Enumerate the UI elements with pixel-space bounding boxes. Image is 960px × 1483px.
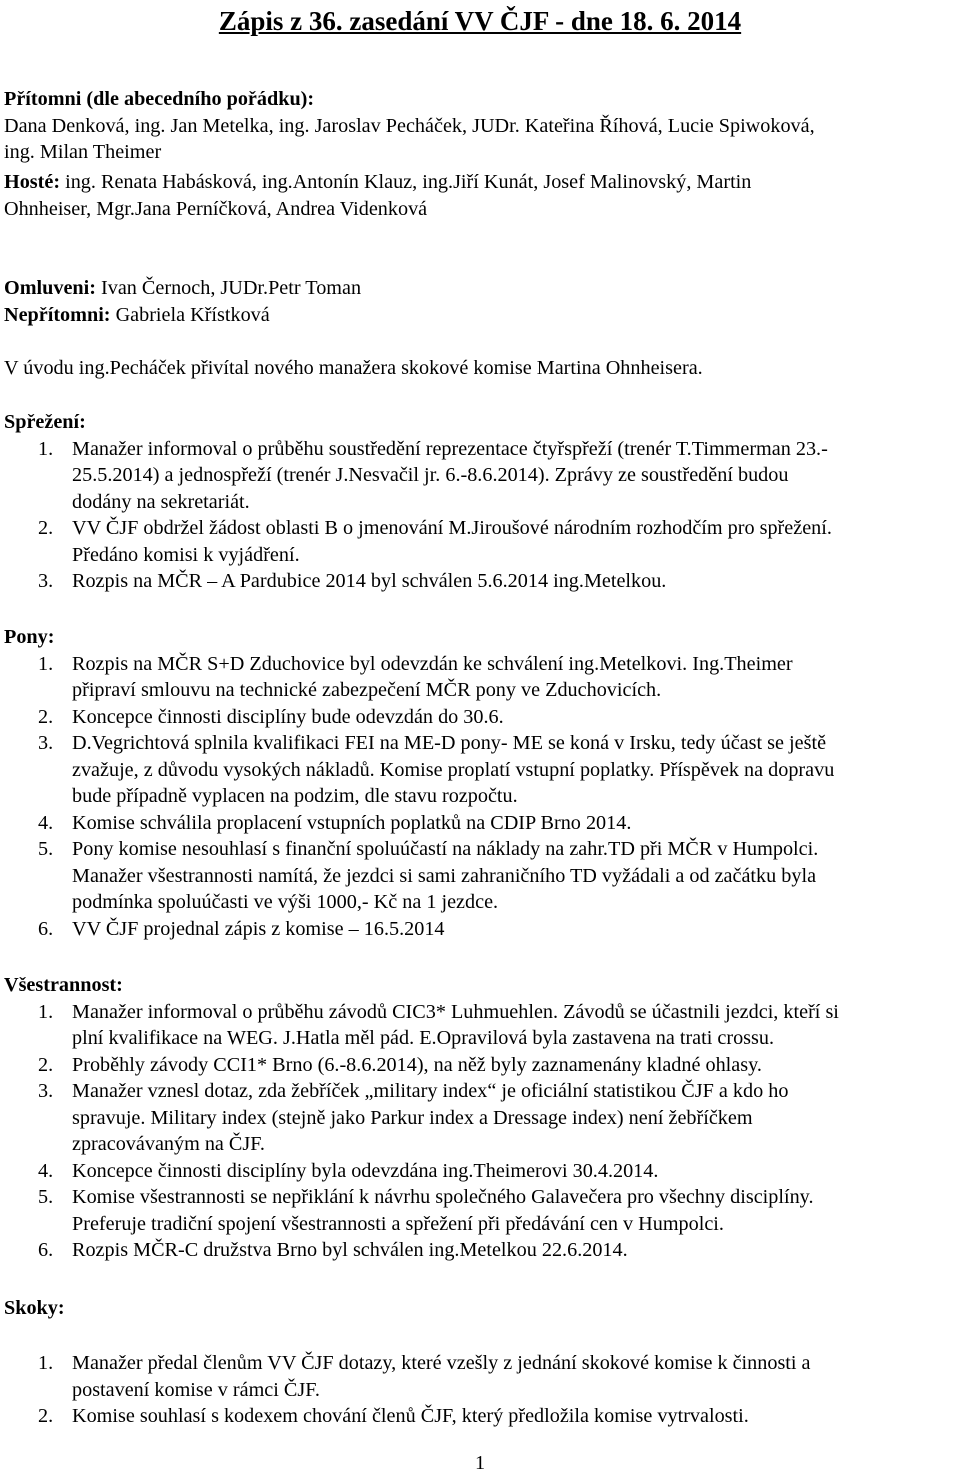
absent-text: Gabriela Křístková (110, 303, 270, 326)
section-pony (4, 624, 956, 942)
item-line: plní kvalifikace na WEG. J.Hatla měl pád. E.Opravilová byla zastavena na trati crossu. (72, 1027, 775, 1049)
item-number: 4. (38, 811, 54, 834)
list-item (4, 1052, 956, 1079)
section-sprezeni (4, 409, 956, 595)
attendance-section (4, 86, 956, 166)
item-line: Manažer informoval o průběhu závodů CIC3* Luhmuehlen. Závodů se účastnili jezdci, kteří si (72, 1000, 839, 1023)
section-list (4, 999, 956, 1264)
item-line: 25.5.2014) a jednospřeží (trenér J.Nesvačil jr. 6.-8.6.2014). Zprávy ze soustředění budou (72, 464, 789, 486)
item-line: D.Vegrichtová splnila kvalifikaci FEI na ME-D pony- ME se koná v Irsku, tedy účast se ještě (72, 732, 827, 754)
item-number: 2. (38, 517, 54, 539)
item-number: 6. (38, 1239, 54, 1261)
item-number: 6. (38, 917, 54, 940)
section-heading: Skoky: (4, 1297, 65, 1319)
list-item (4, 1158, 956, 1185)
item-number: 1. (38, 1000, 54, 1023)
section-heading: Spřežení: (4, 411, 86, 433)
list-item (4, 1350, 956, 1403)
section-heading: Všestrannost: (4, 974, 123, 996)
excused-text: Ivan Černoch, JUDr.Petr Toman (95, 277, 362, 299)
section-skoky-list (4, 1350, 956, 1430)
guests-label: Hosté: (4, 171, 61, 193)
list-item (4, 1403, 956, 1430)
present-line: Dana Denková, ing. Jan Metelka, ing. Jaroslav Pecháček, JUDr. Kateřina Říhová, Lucie Spiwoková, (4, 114, 815, 137)
absent-label: Nepřítomni: (4, 303, 111, 326)
page-number: 1 (474, 1452, 486, 1474)
item-line: Komise schválila proplacení vstupních poplatků na CDIP Brno 2014. (72, 811, 632, 834)
item-line: Rozpis MČR-C družstva Brno byl schválen ing.Metelkou 22.6.2014. (72, 1239, 628, 1261)
item-number: 1. (38, 437, 54, 460)
item-line: Komise všestrannosti se nepřiklání k návrhu společného Galavečera pro všechny disciplíny. (72, 1186, 814, 1208)
item-line: bude případně vyplacen na podzim, dle stavu rozpočtu. (72, 785, 518, 807)
list-item (4, 436, 956, 516)
item-line: Komise souhlasí s kodexem chování členů ČJF, který předložila komise vytrvalosti. (72, 1405, 749, 1427)
item-line: Proběhly závody CCI1* Brno (6.-8.6.2014), na něž byly zaznamenány kladné ohlasy. (72, 1053, 762, 1076)
item-line: zvažuje, z důvodu vysokých nákladů. Komise proplatí vstupní poplatky. Příspěvek na dopravu (72, 758, 835, 781)
item-line: Pony komise nesouhlasí s finanční spoluúčastí na náklady na zahr.TD při MČR v Humpolci. (72, 838, 819, 860)
list-item (4, 568, 956, 595)
list-item (4, 1078, 956, 1158)
item-line: Manažer vznesl dotaz, zda žebříček „military index“ je oficiální statistikou ČJF a kdo ho (72, 1080, 789, 1102)
section-list (4, 1350, 956, 1430)
item-number: 4. (38, 1159, 54, 1182)
list-item (4, 515, 956, 568)
item-number: 3. (38, 1080, 54, 1102)
document-title: Zápis z 36. zasedání VV ČJF - dne 18. 6. 2014 (218, 6, 742, 36)
item-line: Koncepce činnosti disciplíny bude odevzdán do 30.6. (72, 705, 504, 728)
item-number: 1. (38, 1352, 54, 1374)
excused-label: Omluveni: (4, 277, 96, 299)
item-number: 3. (38, 732, 54, 754)
present-line: ing. Milan Theimer (4, 141, 162, 163)
item-number: 3. (38, 570, 54, 592)
section-skoky (4, 1295, 956, 1322)
item-line: VV ČJF projednal zápis z komise – 16.5.2014 (72, 917, 445, 940)
item-number: 2. (38, 1405, 54, 1427)
item-line: Preferuje tradiční spojení všestrannosti a spřežení při předávání cen v Humpolci. (72, 1212, 724, 1235)
item-line: spravuje. Military index (stejně jako Parkur index a Dressage index) není žebříčkem (72, 1106, 753, 1129)
intro-text: V úvodu ing.Pecháček přivítal nového manažera skokové komise Martina Ohnheisera. (4, 357, 703, 379)
list-item (4, 704, 956, 731)
list-item (4, 916, 956, 943)
list-item (4, 1184, 956, 1237)
item-line: Rozpis na MČR S+D Zduchovice byl odevzdán ke schválení ing.Metelkovi. Ing.Theimer (72, 652, 793, 675)
item-number: 5. (38, 838, 54, 860)
item-line: VV ČJF obdržel žádost oblasti B o jmenování M.Jiroušové národním rozhodčím pro spřežení. (72, 517, 832, 539)
list-item (4, 1237, 956, 1264)
intro-paragraph (4, 355, 956, 382)
item-line: Manažer předal členům VV ČJF dotazy, které vzešly z jednání skokové komise k činnosti a (72, 1352, 811, 1374)
guests-section (4, 169, 956, 222)
item-number: 2. (38, 1053, 54, 1076)
item-line: podmínka spoluúčasti ve výši 1000,- Kč na 1 jezdce. (72, 891, 499, 913)
item-line: zpracovávaným na ČJF. (72, 1133, 265, 1155)
item-number: 1. (38, 652, 54, 675)
item-line: Předáno komisi k vyjádření. (72, 543, 300, 566)
guests-line: ing. Renata Habásková, ing.Antonín Klauz, ing.Jiří Kunát, Josef Malinovský, Martin (60, 171, 752, 193)
list-item (4, 810, 956, 837)
section-list (4, 651, 956, 943)
present-heading: Přítomni (dle abecedního pořádku): (4, 88, 315, 110)
item-line: připraví smlouvu na technické zabezpečení MČR pony ve Zduchovicích. (72, 679, 662, 701)
item-line: Manažer informoval o průběhu soustředění reprezentace čtyřspřeží (trenér T.Timmerman 23.- (72, 437, 828, 460)
item-line: Koncepce činnosti disciplíny byla odevzdána ing.Theimerovi 30.4.2014. (72, 1159, 659, 1182)
item-number: 5. (38, 1186, 54, 1208)
item-line: Manažer všestrannosti namítá, že jezdci si sami zahraničního TD vyžádali a od začátku byla (72, 864, 817, 887)
guests-line: Ohnheiser, Mgr.Jana Perníčková, Andrea Videnková (4, 197, 428, 220)
list-item (4, 999, 956, 1052)
excused-section (4, 275, 956, 328)
item-number: 2. (38, 705, 54, 728)
section-list (4, 436, 956, 595)
list-item (4, 651, 956, 704)
section-vsestrannost (4, 972, 956, 1264)
list-item (4, 730, 956, 810)
item-line: postavení komise v rámci ČJF. (72, 1378, 320, 1401)
item-line: dodány na sekretariát. (72, 490, 250, 513)
section-heading: Pony: (4, 626, 55, 648)
item-line: Rozpis na MČR – A Pardubice 2014 byl schválen 5.6.2014 ing.Metelkou. (72, 570, 667, 592)
list-item (4, 836, 956, 916)
